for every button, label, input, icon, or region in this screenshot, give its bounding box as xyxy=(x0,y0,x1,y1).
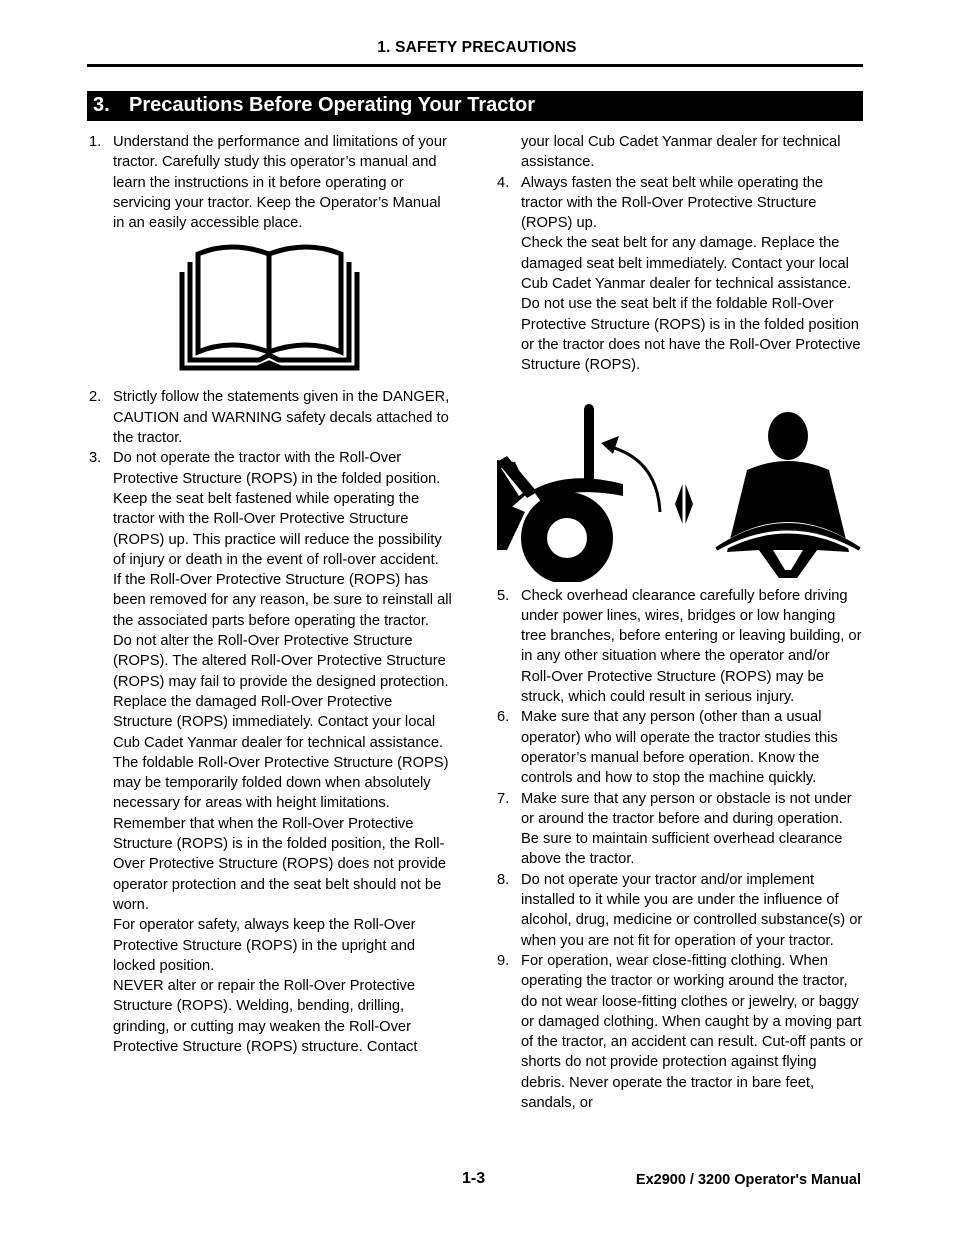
list-item-9 xyxy=(497,951,863,1113)
item-text: Make sure that any person or obstacle is not under or around the tractor before and during operation. Be sure to maintain sufficient overhead clearance above the tractor. xyxy=(521,790,852,868)
section-number: 3. xyxy=(93,94,110,116)
item-paragraph: The foldable Roll-Over Protective Structure (ROPS) may be temporarily folded down when absolutely necessary for areas with height limitations. Remember that when the Roll-Over Protective Structure (ROPS) is in the folded position, the Roll-Over Protective Structure (ROPS) does not provide operator protection and the seat belt should not be worn. xyxy=(113,754,449,913)
list-item-3 xyxy=(89,448,455,1057)
section-heading-bar xyxy=(87,91,863,121)
item-text: Strictly follow the statements given in the DANGER, CAUTION and WARNING safety decals attached to the tractor. xyxy=(113,389,450,447)
list-item-2 xyxy=(89,387,455,448)
item-paragraph: Check the seat belt for any damage. Replace the damaged seat belt immediately. Contact your local Cub Cadet Yanmar dealer for technical assistance. xyxy=(521,235,852,293)
item-paragraph: Do not alter the Roll-Over Protective Structure (ROPS). The altered Roll-Over Protective Structure (ROPS) may fail to provide the designed protection. xyxy=(113,633,449,690)
item-number: 2. xyxy=(89,389,102,406)
item-text: Understand the performance and limitations of your tractor. Carefully study this operator’s manual and learn the instructions in it before operating or servicing your tractor. Keep the Operator’s Manual in an easily accessible place. xyxy=(113,134,447,232)
list-item-7 xyxy=(497,789,863,870)
item-text: Make sure that any person (other than a usual operator) who will operate the tractor studies this operator’s manual before operation. Know the controls and how to stop the machine quickly. xyxy=(521,709,838,787)
item-paragraph: Keep the seat belt fastened while operating the tractor with the Roll-Over Protective Structure (ROPS) up. This practice will reduce the possibility of injury or death in the event of roll-over accident. xyxy=(113,490,442,568)
item-number: 5. xyxy=(497,587,510,604)
footer-page-number: 1-3 xyxy=(462,1170,486,1187)
item-paragraph: Do not use the seat belt if the foldable Roll-Over Protective Structure (ROPS) is in the folded position or the tractor does not have the Roll-Over Protective Structure (ROPS). xyxy=(521,296,861,374)
item-paragraph: NEVER alter or repair the Roll-Over Protective Structure (ROPS). Welding, bending, drilling, grinding, or cutting may weaken the Roll-Over Protective Structure (ROPS) structure. Contact xyxy=(113,978,418,1055)
item-number: 7. xyxy=(497,790,510,807)
rops-seatbelt-icon xyxy=(497,400,863,582)
right-column xyxy=(497,132,863,1113)
item-text: Do not operate your tractor and/or implement installed to it while you are under the influence of alcohol, drug, medicine or controlled substance(s) or when you are not fit for operation of your tractor. xyxy=(521,871,863,949)
list-item-6 xyxy=(497,707,863,788)
item-number: 1. xyxy=(89,134,102,150)
item-paragraph: Replace the damaged Roll-Over Protective Structure (ROPS) immediately. Contact your local Cub Cadet Yanmar dealer for technical assistance. xyxy=(113,693,444,751)
item-3-continued: your local Cub Cadet Yanmar dealer for technical assistance. xyxy=(521,134,841,171)
list-item-8 xyxy=(497,870,863,951)
open-book-icon xyxy=(179,242,360,371)
item-paragraph: If the Roll-Over Protective Structure (ROPS) has been removed for any reason, be sure to reinstall all the associated parts before operating the tractor. xyxy=(113,572,452,629)
item-number: 8. xyxy=(497,871,510,888)
item-number: 9. xyxy=(497,952,510,969)
list-item-5 xyxy=(497,586,863,708)
item-text: Check overhead clearance carefully before driving under power lines, wires, bridges or low hanging tree branches, before entering or leaving building, or in any other situation where the operator and/or Roll-Over Protective Structure (ROPS) may be struck, which could result in serious injury. xyxy=(521,587,862,706)
item-text: For operation, wear close-fitting clothing. When operating the tractor or working around the tractor, do not wear loose-fitting clothes or jewelry, or baggy or damaged clothing. When caught by a moving part of the tractor, an accident can result. Cut-off pants or shorts do not provide protection against flying debris. Never operate the tractor in bare feet, sandals, or xyxy=(521,952,863,1111)
section-title: Precautions Before Operating Your Tractor xyxy=(129,94,536,116)
footer-manual-title: Ex2900 / 3200 Operator's Manual xyxy=(635,1172,861,1188)
item-number: 6. xyxy=(497,709,510,726)
item-paragraph: Do not operate the tractor with the Roll-Over Protective Structure (ROPS) in the folded position. xyxy=(113,450,441,487)
item-number: 4. xyxy=(497,174,510,191)
header-rule xyxy=(87,64,863,67)
list-item-1 xyxy=(89,132,455,233)
item-paragraph: For operator safety, always keep the Roll-Over Protective Structure (ROPS) in the upright and locked position. xyxy=(113,917,416,974)
item-paragraph: Always fasten the seat belt while operating the tractor with the Roll-Over Protective Structure (ROPS) up. xyxy=(521,174,824,232)
item-number: 3. xyxy=(89,450,102,467)
page-header-title: 1. SAFETY PRECAUTIONS xyxy=(377,39,577,56)
list-item-4 xyxy=(497,173,863,376)
